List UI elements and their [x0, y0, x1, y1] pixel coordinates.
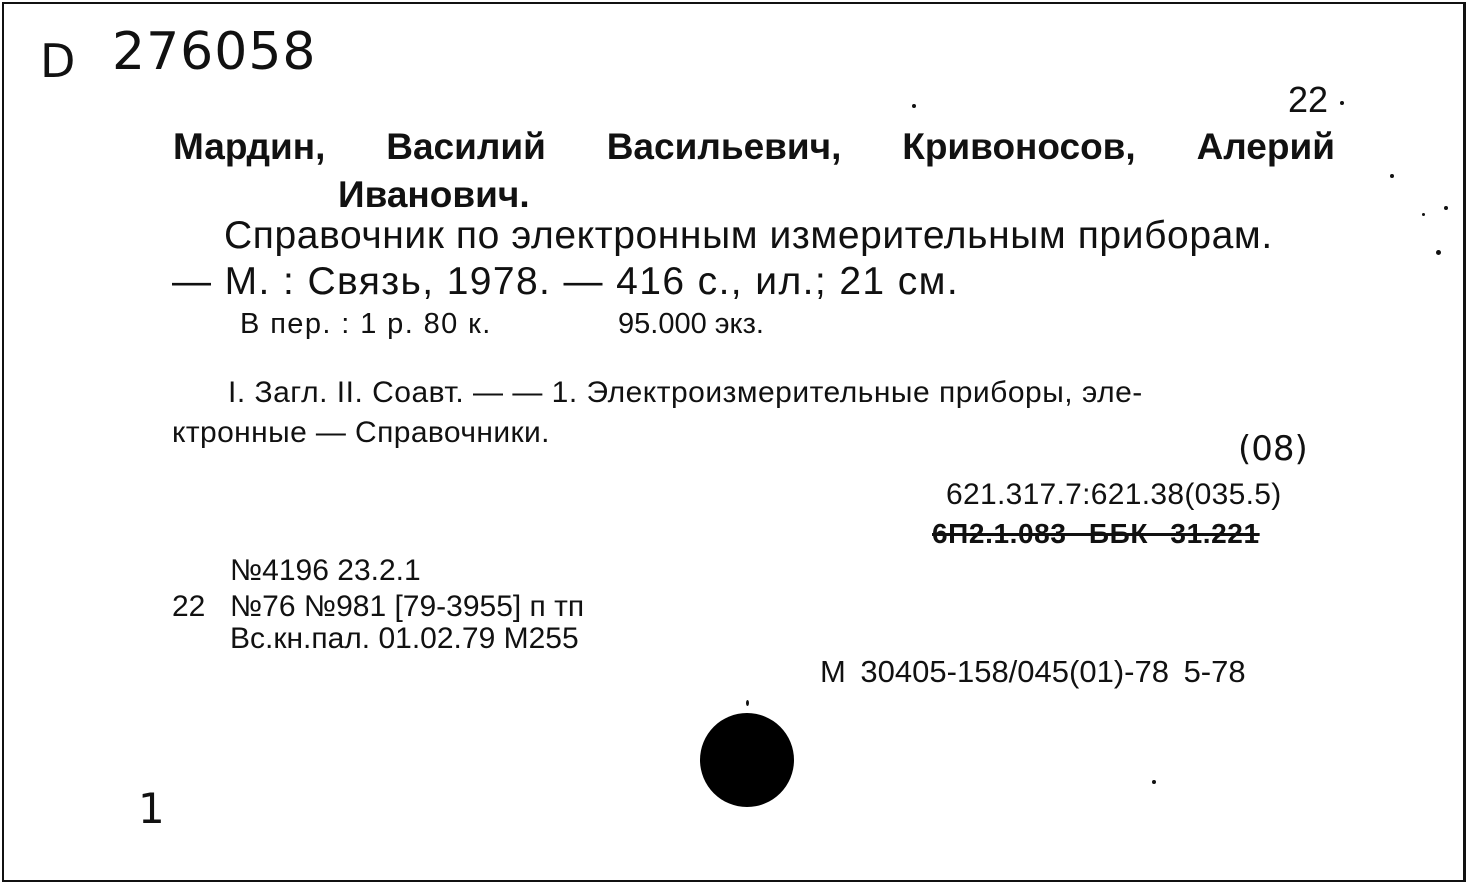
order-prefix: 22 [172, 590, 206, 623]
title-statement: Справочник по электронным измерительным приборам. [224, 214, 1273, 257]
order-line-1: №4196 23.2.1 [230, 554, 421, 587]
tracings-continued: ктронные — Справочники. [172, 416, 550, 449]
author-word: Кривоносов, [902, 126, 1136, 167]
speck [1436, 250, 1441, 255]
accession-prefix: D [40, 34, 76, 88]
tracings: I. Загл. II. Соавт. — — 1. Электроизмерительные приборы, эле- [228, 376, 1143, 409]
order-line-2: №76 №981 [79-3955] п тп [230, 590, 585, 623]
speck [1152, 780, 1156, 784]
author-word: Мардин, [173, 126, 326, 167]
punch-hole [700, 713, 794, 807]
order-line-3: Вс.кн.пал. 01.02.79 М255 [230, 622, 579, 655]
speck [912, 104, 916, 108]
speck [1444, 206, 1448, 210]
handwritten-annotation: (08) [1238, 429, 1308, 469]
author-heading [173, 128, 1335, 165]
imprint-statement: — М. : Связь, 1978. — 416 с., ил.; 21 см. [172, 260, 960, 303]
shelf-mark: 22 [1288, 79, 1329, 120]
author-word: Алерий [1196, 126, 1335, 167]
corner-mark: 1 [138, 784, 165, 833]
catalog-code: М 30405-158/045(01)-78 5-78 [820, 654, 1246, 689]
speck [1390, 174, 1394, 178]
speck [1422, 213, 1425, 216]
speck [746, 700, 749, 706]
accession-number: 276058 [112, 22, 317, 82]
speck [1340, 101, 1344, 105]
author-word: Васильевич, [606, 126, 842, 167]
bbk-index-struck: 6П2.1.083 ББК 31.221 [932, 518, 1260, 549]
print-run: 95.000 экз. [618, 308, 764, 340]
author-word: Василий [386, 126, 546, 167]
udc-index: 621.317.7:621.38(035.5) [946, 478, 1282, 511]
price: В пер. : 1 р. 80 к. [240, 308, 492, 340]
author-heading-continued: Иванович. [338, 174, 530, 215]
